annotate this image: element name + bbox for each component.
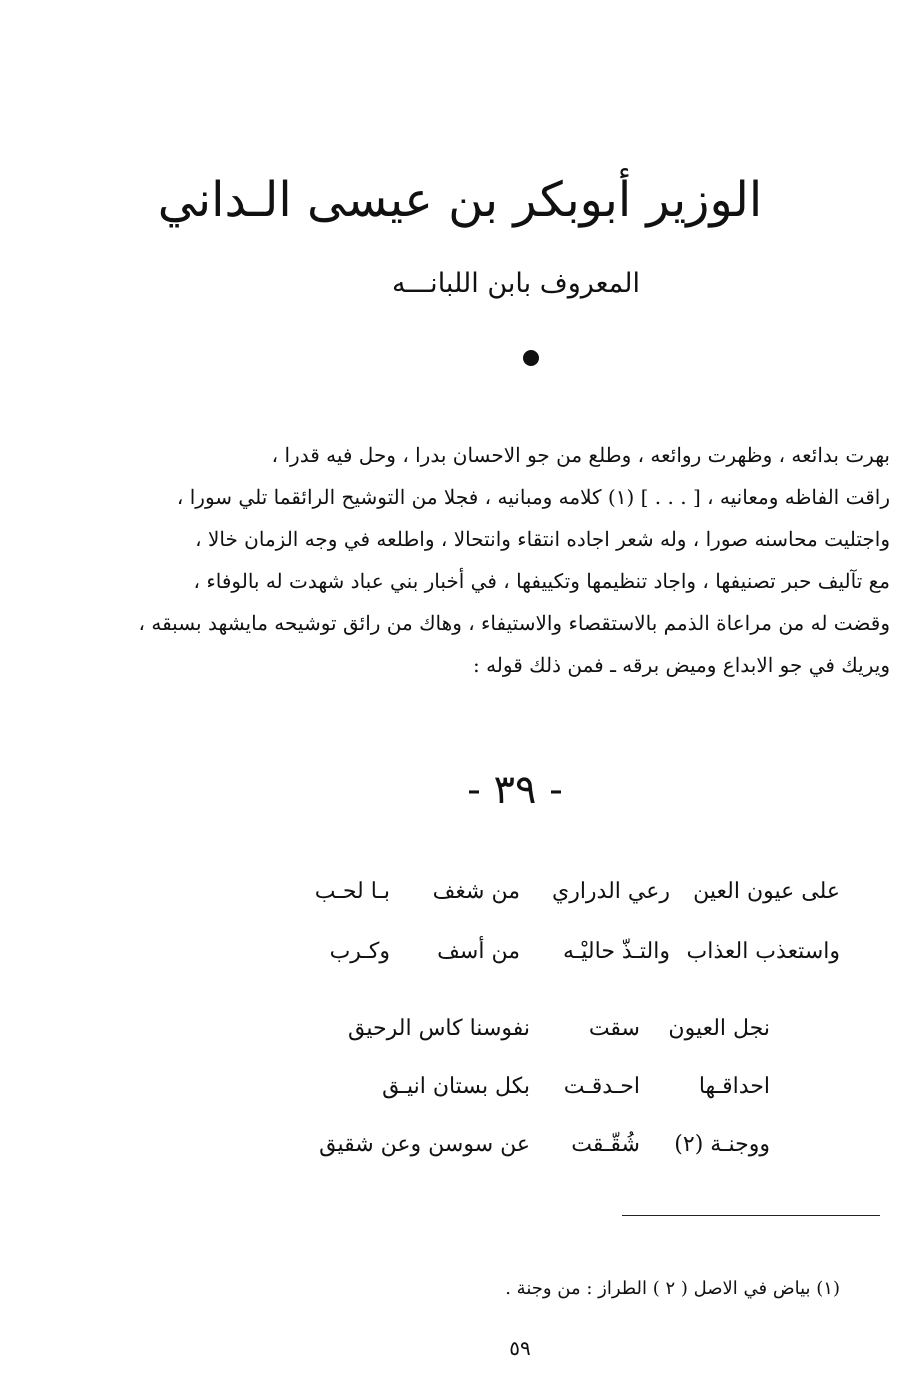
page-title: الوزير أبوبكر بن عيسى الـداني bbox=[157, 172, 763, 228]
paragraph-line: راقت الفاظه ومعانيه ، [ . . . ] (١) كلامه ومبانيه ، فجلا من التوشيح الرائقما تلي سورا ، bbox=[176, 485, 890, 509]
verse-segment: والتـذّ حاليْـه bbox=[563, 939, 670, 964]
verse-segment: من أسف bbox=[437, 939, 520, 964]
verse-segment: على عيون العين bbox=[693, 879, 840, 904]
verse-row bbox=[270, 1058, 770, 1116]
page-number: ٥٩ bbox=[509, 1336, 531, 1360]
verse-segment: نفوسنا كاس الرحيق bbox=[348, 1016, 530, 1041]
verse-row bbox=[270, 1000, 770, 1058]
verse-segment: احداقـها bbox=[698, 1074, 770, 1099]
biography-paragraph bbox=[138, 434, 890, 686]
verse-segment: وكـرب bbox=[329, 939, 390, 964]
verse-segment: احـدقـت bbox=[563, 1074, 640, 1099]
verse-segment: بكل بستان انيـق bbox=[382, 1074, 530, 1099]
verse-segment: ووجنـة (٢) bbox=[674, 1132, 770, 1157]
paragraph-line: مع تآليف حبر تصنيفها ، واجاد تنظيمها وتكييفها ، في أخبار بني عباد شهدت له بالوفاء ، bbox=[193, 569, 890, 593]
paragraph-line: واجتليت محاسنه صورا ، وله شعر اجاده انتقاء وانتحالا ، واطلعه في وجه الزمان خالا ، bbox=[195, 527, 890, 551]
verse-segment: عن سوسن وعن شقيق bbox=[319, 1132, 530, 1157]
verse-row bbox=[200, 862, 840, 922]
poem-matla bbox=[200, 862, 840, 982]
paragraph-line: وقضت له من مراعاة الذمم بالاستقصاء والاستيفاء ، وهاك من رائق توشيحه مايشهد بسبقه ، bbox=[138, 611, 890, 635]
verse-segment: واستعذب العذاب bbox=[686, 939, 840, 964]
paragraph-line: ويريك في جو الابداع وميض برقه ـ فمن ذلك قوله : bbox=[472, 653, 890, 677]
verse-segment: بـا لحـب bbox=[314, 879, 390, 904]
paragraph-line: بهرت بدائعه ، وظهرت روائعه ، وطلع من جو الاحسان بدرا ، وحل فيه قدرا ، bbox=[271, 443, 890, 467]
verse-segment: من شغف bbox=[432, 879, 520, 904]
section-dot-ornament bbox=[523, 350, 539, 366]
page-subtitle: المعروف بابن اللبانـــه bbox=[391, 268, 640, 299]
footnote-divider bbox=[622, 1215, 880, 1216]
verse-row bbox=[270, 1116, 770, 1174]
poem-number: - ٣٩ - bbox=[467, 767, 563, 813]
footnote: (١) بياض في الاصل ( ٢ ) الطراز : من وجنة . bbox=[505, 1278, 840, 1299]
poem-stanza bbox=[270, 1000, 770, 1174]
verse-row bbox=[200, 922, 840, 982]
verse-segment: رعي الدراري bbox=[551, 879, 670, 904]
verse-segment: سقت bbox=[588, 1016, 640, 1041]
verse-segment: نجل العيون bbox=[668, 1016, 770, 1041]
verse-segment: شُقّـقت bbox=[571, 1132, 640, 1157]
